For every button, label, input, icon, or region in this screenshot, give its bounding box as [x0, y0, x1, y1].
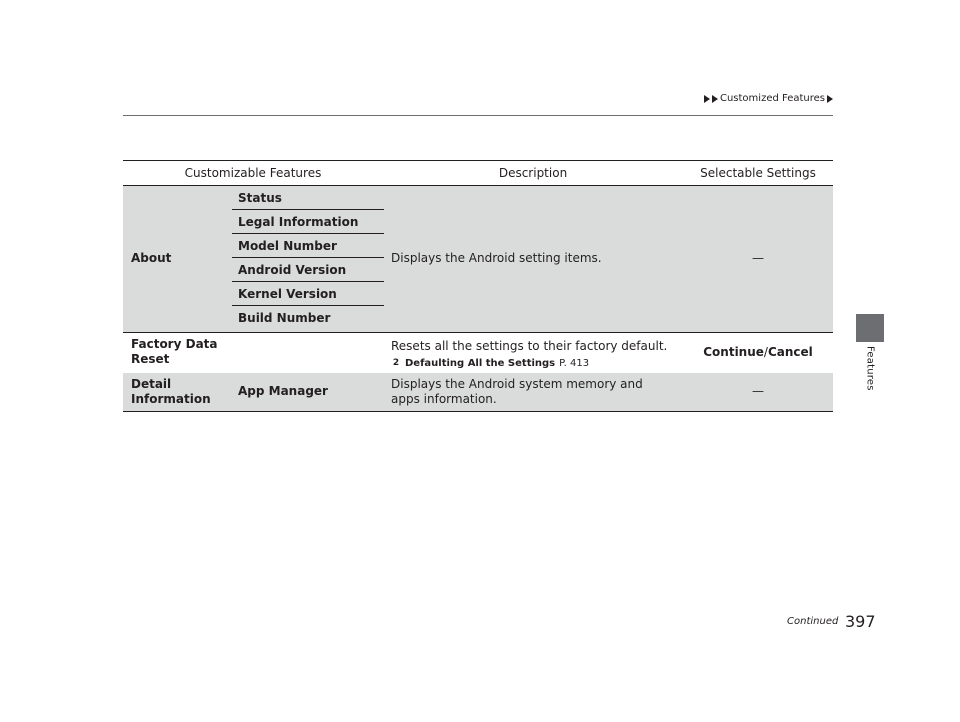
- arrow-icon: [827, 95, 833, 103]
- header-rule: [123, 115, 833, 116]
- settings-table: [123, 160, 833, 412]
- sub-feature-item: Legal Information: [232, 210, 384, 234]
- continued-note: Continued: [787, 616, 839, 627]
- breadcrumb-label: Customized Features: [719, 93, 825, 104]
- selectable-setting: —: [752, 384, 764, 398]
- column-header: Description: [498, 166, 568, 180]
- selectable-setting: —: [752, 251, 764, 265]
- sub-feature-item: Kernel Version: [232, 282, 384, 306]
- sub-feature-item: Build Number: [238, 311, 331, 325]
- column-header: Customizable Features: [184, 166, 322, 180]
- reference-page: P. 413: [559, 358, 590, 369]
- arrow-icon: [704, 95, 710, 103]
- feature-label: About: [131, 251, 172, 265]
- table-row-about: [123, 186, 833, 333]
- description: [391, 339, 667, 371]
- table-row-reset: [123, 333, 833, 373]
- reference-title[interactable]: Defaulting All the Settings: [405, 358, 556, 369]
- feature-label: Detail Information: [131, 377, 211, 406]
- sub-feature-item: App Manager: [238, 384, 328, 398]
- setting-option: Continue: [703, 345, 764, 359]
- table-row-detail: [123, 373, 833, 412]
- sub-feature-item: Model Number: [232, 234, 384, 258]
- selectable-setting: [683, 345, 833, 359]
- cross-reference: [391, 356, 667, 371]
- setting-option: Cancel: [767, 345, 813, 359]
- breadcrumb: [704, 93, 833, 104]
- table-header: [123, 160, 833, 186]
- description: Displays the Android system memory and apps information.: [391, 377, 643, 406]
- section-tab: [856, 314, 884, 342]
- description: Displays the Android setting items.: [391, 251, 602, 265]
- setting-separator: /: [763, 345, 768, 359]
- sub-feature-item: Status: [232, 186, 384, 210]
- section-label: [856, 346, 884, 426]
- reference-icon: 2: [392, 358, 400, 368]
- sub-feature-item: Android Version: [232, 258, 384, 282]
- section-label-text: Features: [864, 346, 876, 391]
- feature-label: Factory Data Reset: [131, 337, 218, 366]
- description-text: Resets all the settings to their factory default.: [391, 339, 668, 353]
- page-number: 397: [845, 612, 876, 631]
- sub-feature-list: [232, 186, 384, 330]
- column-header: Selectable Settings: [700, 166, 816, 180]
- arrow-icon: [712, 95, 718, 103]
